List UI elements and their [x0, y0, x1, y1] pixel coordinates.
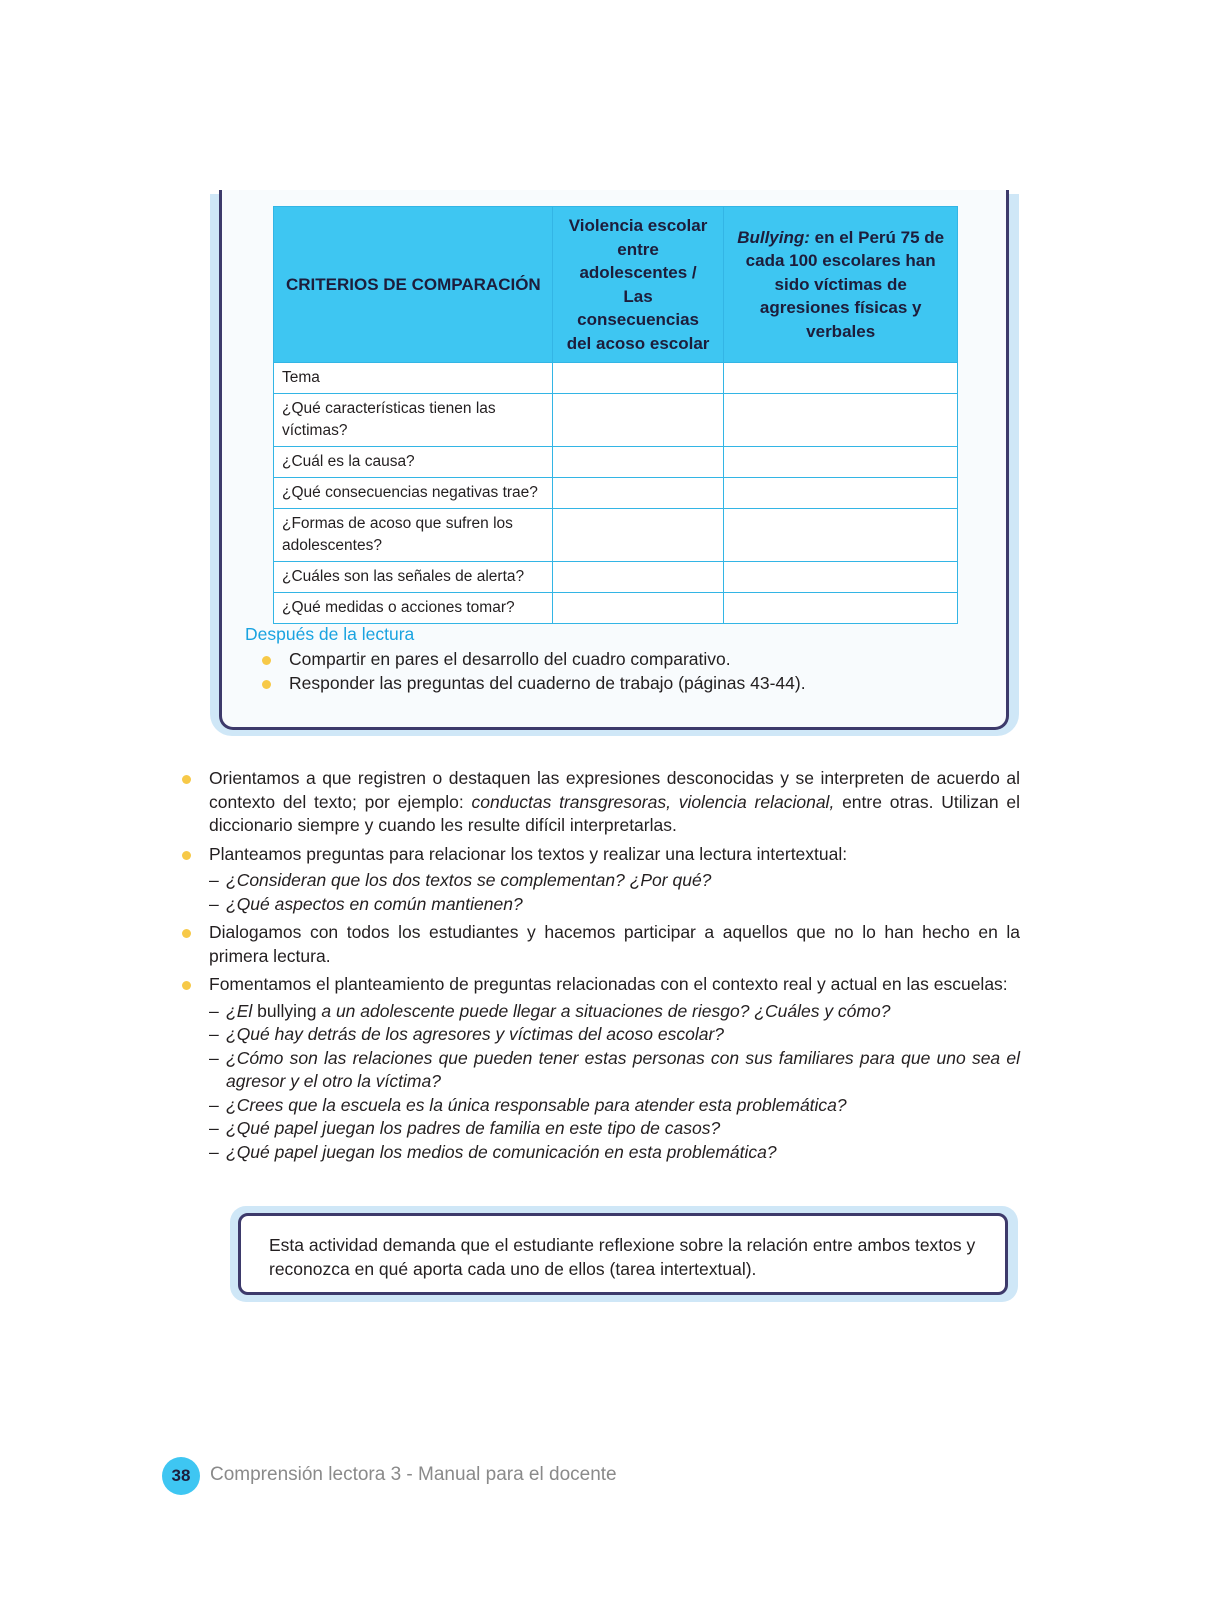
answer-cell [552, 593, 724, 624]
header-text2-rest: en el Perú 75 de cada 100 escolares han sido víctimas de agresiones físicas y verbales [745, 227, 945, 341]
table-row [274, 394, 958, 447]
table-row [274, 363, 958, 394]
sub-item [209, 1117, 1020, 1141]
sub-item [209, 1141, 1020, 1165]
answer-cell [724, 562, 958, 593]
footer-title: Comprensión lectora 3 - Manual para el docente [210, 1464, 617, 1485]
header-criteria: CRITERIOS DE COMPARACIÓN [274, 207, 553, 363]
row-label: ¿Qué consecuencias negativas trae? [274, 478, 553, 509]
sub-item-text: ¿Qué papel juegan los medios de comunicación en esta problemática? [226, 1141, 777, 1162]
answer-cell [552, 363, 724, 394]
after-reading-title: Después de la lectura [245, 624, 415, 644]
bullet-text: Fomentamos el planteamiento de preguntas relacionadas con el contexto real y actual en las escuelas: [209, 974, 1008, 994]
dash-icon: – [209, 1094, 219, 1115]
bullet-text: Dialogamos con todos los estudiantes y hacemos participar a aquellos que no lo han hecho en la primera lectura. [209, 922, 1020, 966]
sub-item-text: ¿Crees que la escuela es la única responsable para atender esta problemática? [226, 1094, 847, 1115]
dash-icon: – [209, 1047, 219, 1068]
bullet-text: Orientamos a que registren o destaquen las expresiones desconocidas y se interpreten de acuerdo al contexto del texto; por ejemplo: [209, 768, 1020, 812]
bullet-dot-icon [182, 981, 191, 990]
sub-item [209, 1023, 1020, 1047]
bullet-dot-icon [262, 680, 271, 689]
row-label: Tema [274, 363, 553, 394]
table-row [274, 478, 958, 509]
bullet-dot-icon [182, 775, 191, 784]
sub-item [209, 1047, 1020, 1094]
table-header-row [274, 207, 958, 363]
page-number: 38 [162, 1457, 200, 1495]
table-row [274, 593, 958, 624]
header-text1: Violencia escolar entre adolescentes / Las consecuencias del acoso escolar [552, 207, 724, 363]
row-label: ¿Formas de acoso que sufren los adolescentes? [274, 509, 553, 562]
answer-cell [552, 394, 724, 447]
answer-cell [724, 478, 958, 509]
answer-cell [724, 509, 958, 562]
table-row [274, 447, 958, 478]
sub-item-text: ¿El [226, 1000, 258, 1021]
strategy-list [182, 767, 1020, 1169]
row-label: ¿Qué medidas o acciones tomar? [274, 593, 553, 624]
list-item [182, 921, 1020, 968]
sub-item [209, 1000, 1020, 1024]
dash-icon: – [209, 870, 219, 890]
sub-item-text: ¿Qué hay detrás de los agresores y víctimas del acoso escolar? [226, 1024, 725, 1044]
dash-icon: – [209, 1141, 219, 1162]
dash-icon: – [209, 1024, 219, 1044]
dash-icon: – [209, 1000, 219, 1021]
header-text2-emph: Bullying: [737, 227, 810, 247]
question-sublist [209, 869, 1020, 916]
bullet-text: Planteamos preguntas para relacionar los textos y realizar una lectura intertextual: [209, 843, 848, 864]
list-item-text: Compartir en pares el desarrollo del cuadro comparativo. [289, 649, 731, 669]
answer-cell [552, 562, 724, 593]
sub-item [209, 893, 1020, 917]
sub-item-term: bullying [257, 1000, 317, 1021]
dash-icon: – [209, 1118, 219, 1138]
answer-cell [724, 593, 958, 624]
note-text: Esta actividad demanda que el estudiante reflexione sobre la relación entre ambos textos y reconozca en qué aporta cada uno de ellos (tarea intertextual). [269, 1235, 976, 1279]
answer-cell [724, 363, 958, 394]
question-sublist [209, 1000, 1020, 1165]
bullet-emphasis: conductas transgresoras, violencia relacional, [471, 791, 835, 812]
sub-item-text: ¿Qué aspectos en común mantienen? [226, 893, 523, 914]
list-item [182, 973, 1020, 1164]
bullet-dot-icon [182, 929, 191, 938]
row-label: ¿Cuáles son las señales de alerta? [274, 562, 553, 593]
bullet-text: entre otras. Utilizan el diccionario siempre y cuando les resulte difícil interpretarlas. [209, 791, 1020, 835]
answer-cell [724, 394, 958, 447]
dash-icon: – [209, 893, 219, 914]
answer-cell [552, 447, 724, 478]
list-item [182, 843, 1020, 917]
answer-cell [552, 509, 724, 562]
note-box [238, 1213, 1008, 1295]
list-item [262, 672, 806, 696]
answer-cell [552, 478, 724, 509]
list-item [262, 648, 806, 672]
after-reading-list [262, 648, 806, 695]
sub-item [209, 869, 1020, 893]
list-item [182, 767, 1020, 838]
row-label: ¿Qué características tienen las víctimas? [274, 394, 553, 447]
sub-item-text: ¿Cómo son las relaciones que pueden tener estas personas con sus familiares para que uno sea el agresor y el otro la víctima? [226, 1047, 1020, 1091]
row-label: ¿Cuál es la causa? [274, 447, 553, 478]
sub-item [209, 1094, 1020, 1118]
comparison-table [273, 206, 958, 624]
bullet-dot-icon [182, 851, 191, 860]
table-row [274, 562, 958, 593]
list-item-text: Responder las preguntas del cuaderno de trabajo (páginas 43-44). [289, 672, 806, 693]
sub-item-text: ¿Qué papel juegan los padres de familia en este tipo de casos? [226, 1118, 721, 1138]
answer-cell [724, 447, 958, 478]
bullet-dot-icon [262, 656, 271, 665]
sub-item-text: ¿Consideran que los dos textos se complementan? ¿Por qué? [226, 870, 712, 890]
sub-item-text: a un adolescente puede llegar a situaciones de riesgo? ¿Cuáles y cómo? [316, 1000, 891, 1021]
header-text2 [724, 207, 958, 363]
table-row [274, 509, 958, 562]
